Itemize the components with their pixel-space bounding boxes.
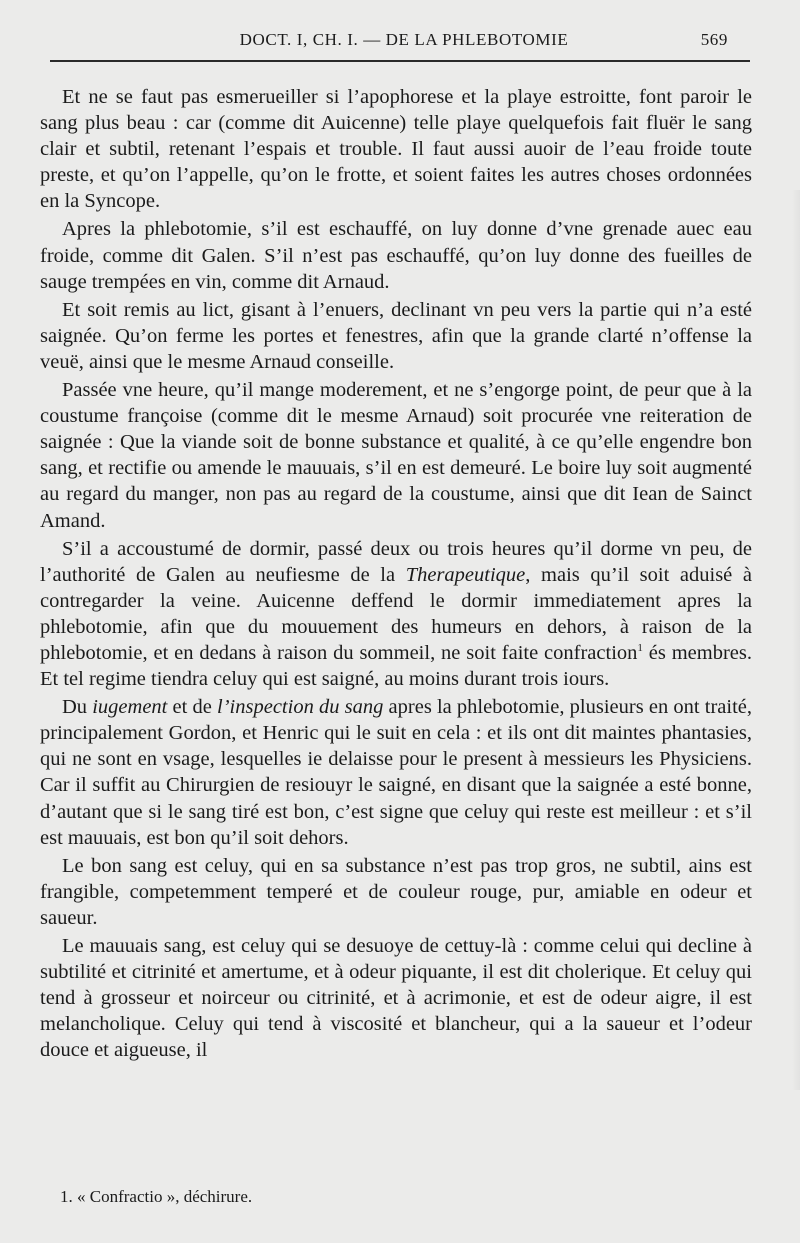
paragraph-text: et de <box>167 696 218 719</box>
page-number: 569 <box>700 30 728 49</box>
footnote-reference[interactable]: 1 <box>637 642 643 655</box>
paragraph-text: apres la phlebotomie, plusieurs en ont traité, principalement Gordon, et Henric qui le suit en cela : et ils ont dit maintes phantasies, qui ne sont en vsage, lesquelles ie delaisse pour le present à messieurs les Physiciens. Car il suffit au Chirurgien de resiouyr le saigné, en disant que la saignée a esté bonne, d’autant que si le sang tiré est bon, c’est signe que celuy qui reste est meilleur : et s’il est mauuais, est bon qu’il soit dehors. <box>40 696 752 849</box>
footnote <box>60 1187 252 1207</box>
paragraph <box>40 536 752 695</box>
italic-title: Therapeutique <box>405 563 526 586</box>
footnote-text: « Confractio », déchirure. <box>77 1187 253 1206</box>
paragraph-text: Du <box>62 696 93 719</box>
page-edge-shadow <box>792 190 800 1090</box>
paragraph-text: S’il a accoustumé de dormir, passé deux ou trois heures qu’il dorme vn peu, de l’authorité de Galen au neufiesme de la <box>40 537 752 586</box>
running-title: DOCT. I, CH. I. — DE LA PHLEBOTOMIE <box>239 30 569 49</box>
page-header <box>58 30 750 54</box>
italic-term: l’inspection du sang <box>217 696 384 719</box>
paragraph: Et soit remis au lict, gisant à l’enuers, declinant vn peu vers la partie qui n’a esté saignée. Qu’on ferme les portes et fenestres, afin que la grande clarté n’offense la veuë, ainsi que le mesme Arnaud conseille. <box>40 298 752 373</box>
paragraph: Et ne se faut pas esmerueiller si l’apophorese et la playe estroitte, font paroir le sang plus beau : car (comme dit Auicenne) telle playe quelquefois fait fluër le sang clair et subtil, retenant l’espais et trouble. Il faut aussi auoir de l’eau froide toute preste, et qu’on l’appelle, qu’on le frotte, et soient faites les autres choses ordonnées en la Syncope. <box>40 86 752 213</box>
paragraph-text: , mais qu’il soit aduisé à contregarder la veine. Auicenne deffend le dormir immediatement apres la phlebotomie, afin que du mouuement des humeurs en dehors, à raison de la phlebotomie, et en dedans à raison du sommeil, ne soit faite confraction <box>40 563 752 664</box>
body-text <box>40 84 752 1065</box>
footnote-number: 1. <box>60 1187 73 1206</box>
header-rule <box>50 60 750 62</box>
paragraph: Le mauuais sang, est celuy qui se desuoye de cettuy-là : comme celui qui decline à subtilité et citrinité et amertume, et à odeur piquante, il est dit cholerique. Et celuy qui tend à grosseur et noirceur ou citrinité, et à acrimonie, et est de odeur aigre, il est melancholique. Celuy qui tend à viscosité et blancheur, qui a la saueur et l’odeur douce et aigueuse, il <box>40 935 752 1062</box>
paragraph: Passée vne heure, qu’il mange moderement, et ne s’engorge point, de peur que à la coustume françoise (comme dit le mesme Arnaud) soit procurée vne reiteration de saignée : Que la viande soit de bonne substance et qualité, à ce qu’elle engendre bon sang, et rectifie ou amende le mauuais, s’il en est demeuré. Le boire luy soit augmenté au regard du manger, non pas au regard de la coustume, ainsi que dit Iean de Sainct Amand. <box>40 379 752 532</box>
italic-term: iugement <box>92 696 168 719</box>
paragraph <box>40 694 752 853</box>
paragraph: Le bon sang est celuy, qui en sa substance n’est pas trop gros, ne subtil, ains est frangible, competemment temperé et de couleur rouge, pur, amiable en odeur et saueur. <box>40 854 752 929</box>
paragraph: Apres la phlebotomie, s’il est eschauffé, on luy donne d’vne grenade auec eau froide, comme dit Galen. S’il n’est pas eschauffé, qu’on luy donne des fueilles de sauge trempées en vin, comme dit Arnaud. <box>40 218 752 293</box>
paragraph-text: és membres. Et tel regime tiendra celuy qui est saigné, au moins durant trois iours. <box>40 641 752 691</box>
